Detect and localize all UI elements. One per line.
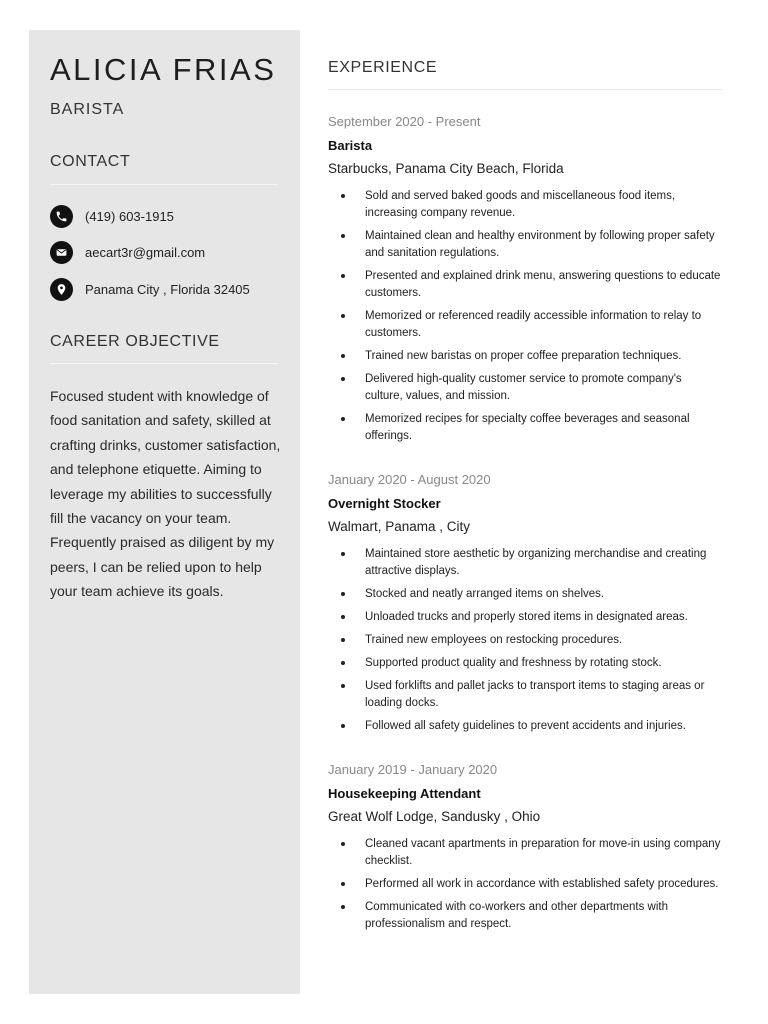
experience-divider: [328, 89, 722, 90]
contact-location-row: [50, 277, 250, 301]
career-objective-divider: [50, 363, 278, 364]
experience-heading: EXPERIENCE: [328, 59, 438, 76]
job-duty: Followed all safety guidelines to prevent accidents and injuries.: [328, 718, 722, 735]
job-duty: Unloaded trucks and properly stored items in designated areas.: [328, 609, 722, 626]
job-company: Great Wolf Lodge, Sandusky , Ohio: [328, 809, 541, 824]
job-duty: Delivered high-quality customer service to promote company's culture, values, and mission.: [328, 371, 722, 405]
job-duty: Supported product quality and freshness by rotating stock.: [328, 655, 722, 672]
job-duty: Memorized or referenced readily accessible information to relay to customers.: [328, 308, 722, 342]
job-duty: Stocked and neatly arranged items on shelves.: [328, 586, 722, 603]
job-entry: [328, 470, 722, 741]
phone-icon: [50, 205, 73, 228]
job-duty: Communicated with co-workers and other departments with professionalism and respect.: [328, 899, 722, 933]
job-duties-list: [328, 836, 722, 933]
job-company: Walmart, Panama , City: [328, 519, 471, 534]
location-pin-icon: [50, 278, 73, 301]
job-dates: January 2019 - January 2020: [328, 762, 498, 777]
career-objective-text: Focused student with knowledge of food sanitation and safety, skilled at crafting drinks, customer satisfaction, and telephone etiquette. Aiming to leverage my abilities to successfully fill the vacancy on your team. Frequently praised as diligent by my peers, I can be relied upon to help your team achieve its goals.: [50, 388, 281, 600]
job-duty: Maintained store aesthetic by organizing merchandise and creating attractive displays.: [328, 546, 722, 580]
job-duty: Cleaned vacant apartments in preparation for move-in using company checklist.: [328, 836, 722, 870]
candidate-name: ALICIA FRIAS: [50, 52, 277, 87]
contact-phone-row: [50, 204, 174, 228]
job-duty: Presented and explained drink menu, answering questions to educate customers.: [328, 268, 722, 302]
job-entry: [328, 760, 722, 939]
job-duty: Trained new baristas on proper coffee preparation techniques.: [328, 348, 722, 365]
job-dates: September 2020 - Present: [328, 114, 481, 129]
job-entry: [328, 112, 722, 451]
candidate-role: BARISTA: [50, 101, 125, 118]
contact-email: aecart3r@gmail.com: [85, 244, 206, 260]
contact-location: Panama City , Florida 32405: [85, 281, 250, 297]
job-title: Overnight Stocker: [328, 496, 441, 511]
contact-heading: CONTACT: [50, 153, 131, 170]
contact-email-row: [50, 240, 205, 264]
job-duty: Used forklifts and pallet jacks to transport items to staging areas or loading docks.: [328, 678, 722, 712]
job-dates: January 2020 - August 2020: [328, 472, 491, 487]
job-title: Housekeeping Attendant: [328, 786, 481, 801]
job-company: Starbucks, Panama City Beach, Florida: [328, 161, 564, 176]
job-duty: Maintained clean and healthy environment by following proper safety and sanitation regulations.: [328, 228, 722, 262]
job-duty: Memorized recipes for specialty coffee beverages and seasonal offerings.: [328, 411, 722, 445]
job-duty: Performed all work in accordance with established safety procedures.: [328, 876, 722, 893]
job-duties-list: [328, 188, 722, 445]
job-title: Barista: [328, 138, 373, 153]
contact-phone: (419) 603-1915: [85, 208, 174, 224]
job-duties-list: [328, 546, 722, 735]
contact-divider: [50, 184, 278, 185]
email-icon: [50, 241, 73, 264]
job-duty: Trained new employees on restocking procedures.: [328, 632, 722, 649]
job-duty: Sold and served baked goods and miscellaneous food items, increasing company revenue.: [328, 188, 722, 222]
career-objective-heading: CAREER OBJECTIVE: [50, 333, 220, 350]
